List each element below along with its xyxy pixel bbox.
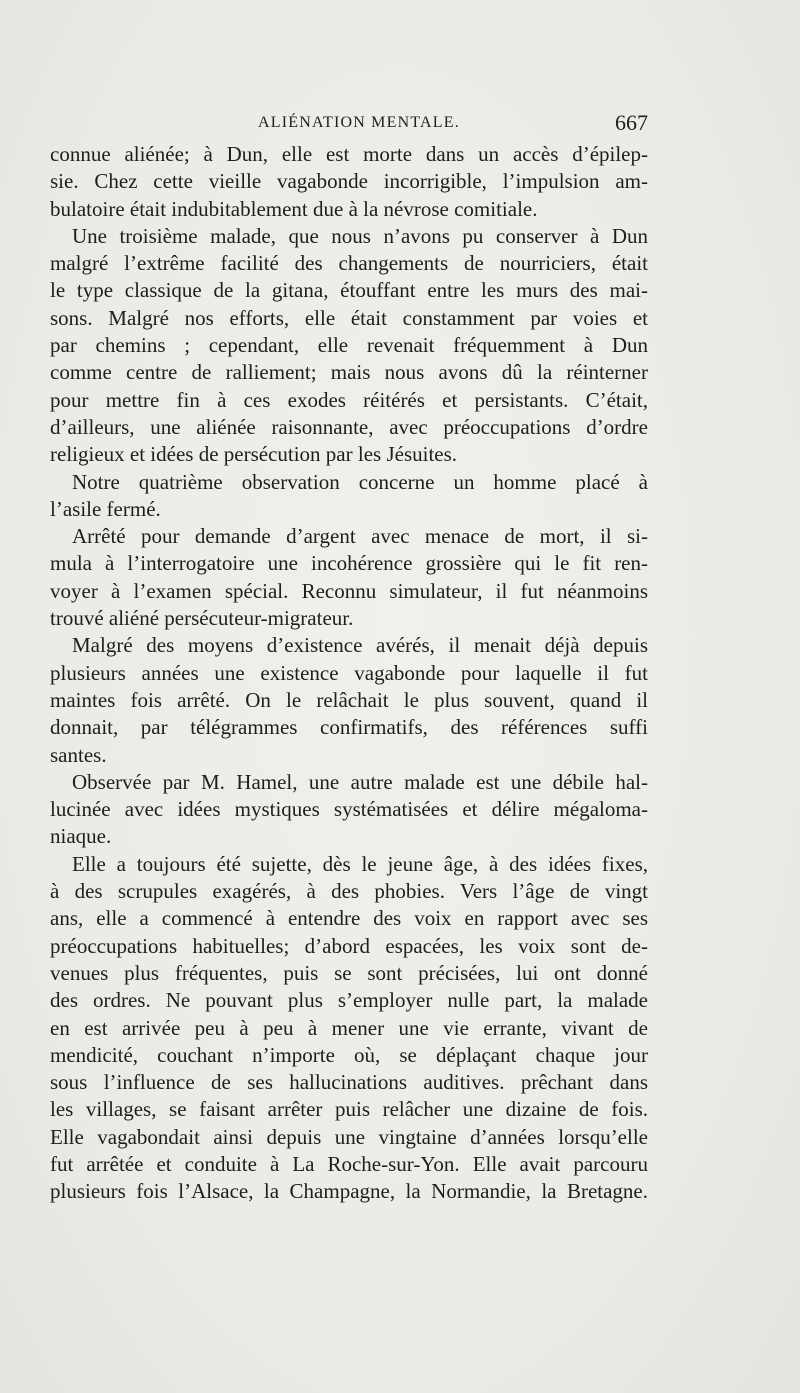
text-line: d’ailleurs, une aliénée raisonnante, avec préoccupations d’ordre bbox=[50, 414, 648, 439]
text-line: en est arrivée peu à peu à mener une vie errante, vivant de bbox=[50, 1015, 648, 1040]
text-line: maintes fois arrêté. On le relâchait le plus souvent, quand il bbox=[50, 687, 648, 712]
text-line: plusieurs années une existence vagabonde pour laquelle il fut bbox=[50, 660, 648, 685]
body-text bbox=[50, 141, 648, 1206]
text-line: pour mettre fin à ces exodes réitérés et persistants. C’était, bbox=[50, 387, 648, 412]
text-line: mendicité, couchant n’importe où, se déplaçant chaque jour bbox=[50, 1042, 648, 1067]
text-line: Observée par M. Hamel, une autre malade est une débile hal- bbox=[72, 769, 648, 794]
text-line: ans, elle a commencé à entendre des voix en rapport avec ses bbox=[50, 906, 648, 931]
text-line: des ordres. Ne pouvant plus s’employer nulle part, la malade bbox=[50, 988, 648, 1013]
text-line: trouvé aliéné persécuteur-migrateur. bbox=[50, 606, 354, 631]
text-line: sie. Chez cette vieille vagabonde incorrigible, l’impulsion am- bbox=[50, 169, 648, 194]
text-line: sous l’influence de ses hallucinations auditives. prêchant dans bbox=[50, 1070, 648, 1095]
text-line: fut arrêtée et conduite à La Roche-sur-Yon. Elle avait parcouru bbox=[50, 1151, 648, 1176]
text-line: niaque. bbox=[50, 824, 112, 849]
text-line: Elle vagabondait ainsi depuis une vingtaine d’années lorsqu’elle bbox=[50, 1124, 648, 1149]
text-line: l’asile fermé. bbox=[50, 496, 161, 521]
text-line: connue aliénée; à Dun, elle est morte dans un accès d’épilep- bbox=[50, 142, 648, 166]
text-line: préoccupations habituelles; d’abord espacées, les voix sont de- bbox=[50, 933, 648, 958]
text-line: les villages, se faisant arrêter puis relâcher une dizaine de fois. bbox=[50, 1097, 648, 1122]
text-line: Malgré des moyens d’existence avérés, il menait déjà depuis bbox=[72, 633, 648, 658]
text-line: le type classique de la gitana, étouffant entre les murs des mai- bbox=[50, 278, 648, 303]
text-line: à des scrupules exagérés, à des phobies. Vers l’âge de vingt bbox=[50, 879, 648, 904]
text-line: donnait, par télégrammes confirmatifs, des références suffi bbox=[50, 715, 648, 740]
text-line: venues plus fréquentes, puis se sont précisées, lui ont donné bbox=[50, 960, 648, 985]
text-line: lucinée avec idées mystiques systématisées et délire mégaloma- bbox=[50, 797, 648, 822]
text-line: religieux et idées de persécution par les Jésuites. bbox=[50, 442, 458, 467]
text-line: Une troisième malade, que nous n’avons pu conserver à Dun bbox=[72, 223, 648, 248]
text-line: Notre quatrième observation concerne un homme placé à bbox=[72, 469, 648, 494]
text-line: mula à l’interrogatoire une incohérence grossière qui le fit ren- bbox=[50, 551, 648, 576]
page-number: 667 bbox=[615, 110, 648, 135]
text-line: Arrêté pour demande d’argent avec menace de mort, il si- bbox=[72, 524, 648, 549]
text-line: plusieurs fois l’Alsace, la Champagne, la Normandie, la Bretagne. bbox=[50, 1179, 648, 1204]
text-line: sons. Malgré nos efforts, elle était constamment par voies et bbox=[50, 305, 648, 330]
text-line: voyer à l’examen spécial. Reconnu simulateur, il fut néanmoins bbox=[50, 578, 648, 603]
text-line: par chemins ; cependant, elle revenait fréquemment à Dun bbox=[50, 333, 648, 358]
text-line: santes. bbox=[50, 742, 107, 767]
text-line: comme centre de ralliement; mais nous avons dû la réinterner bbox=[50, 360, 648, 385]
running-title: ALIÉNATION MENTALE. bbox=[258, 114, 460, 131]
text-line: Elle a toujours été sujette, dès le jeune âge, à des idées fixes, bbox=[72, 851, 648, 876]
text-line: malgré l’extrême facilité des changements de nourriciers, était bbox=[50, 251, 648, 276]
text-line: bulatoire était indubitablement due à la névrose comitiale. bbox=[50, 196, 538, 221]
running-head bbox=[50, 110, 648, 140]
